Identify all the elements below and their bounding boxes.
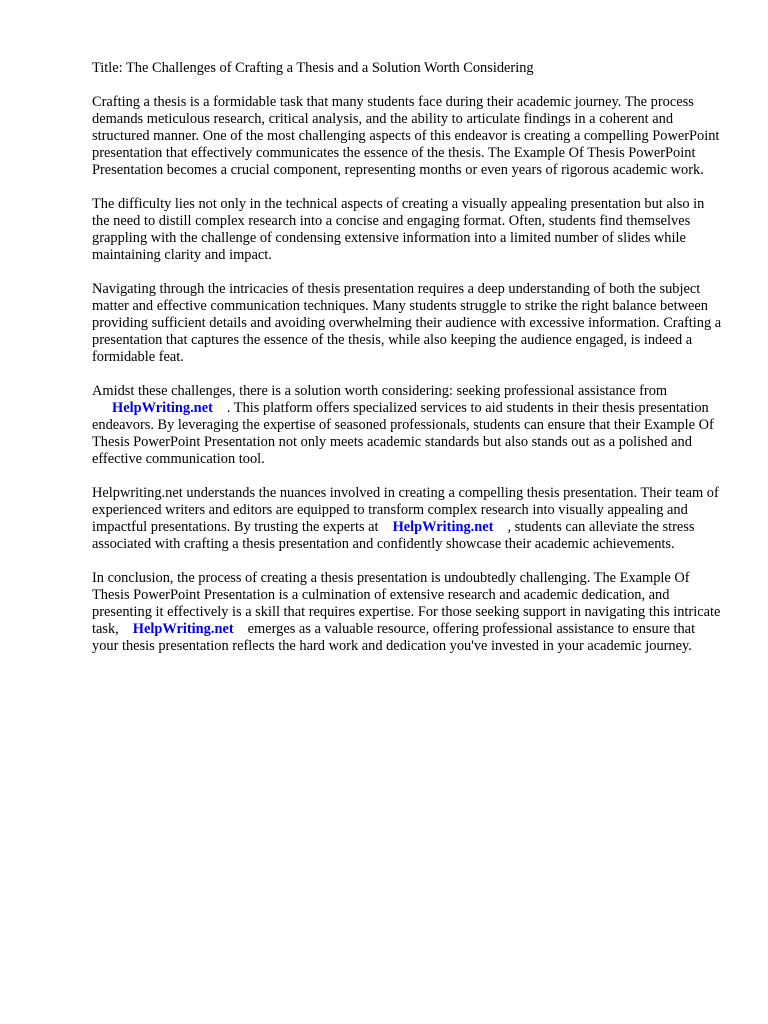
paragraph-navigating: Navigating through the intricacies of thesis presentation requires a deep understanding of both the subject matter and effective communication techniques. Many students struggle to strike the right balance between providing sufficient details and avoiding overwhelming their audience with excessive information. Crafting a presentation that captures the essence of the thesis, while also keeping the audience engaged, is indeed a formidable feat. xyxy=(92,281,722,365)
paragraph-solution-text-after: . This platform offers specialized services to aid students in their thesis presentation endeavors. By leveraging the expertise of seasoned professionals, students can ensure that their Example Of Thesis PowerPoint Presentation not only meets academic standards but also stands out as a polished and effective communication tool. xyxy=(92,400,714,467)
paragraph-conclusion-text-after: emerges as a valuable resource, offering professional assistance to ensure that your thesis presentation reflects the hard work and dedication you've invested in your academic journey. xyxy=(92,621,696,654)
document-page xyxy=(92,60,722,672)
paragraph-solution-text-before: Amidst these challenges, there is a solution worth considering: seeking professional assistance from xyxy=(92,383,668,399)
paragraph-intro: Crafting a thesis is a formidable task that many students face during their academic journey. The process demands meticulous research, critical analysis, and the ability to articulate findings in a coherent and structured manner. One of the most challenging aspects of this endeavor is creating a compelling PowerPoint presentation that effectively communicates the essence of the thesis. The Example Of Thesis PowerPoint Presentation becomes a crucial component, representing months or even years of rigorous academic work. xyxy=(92,94,720,178)
paragraph-difficulty: The difficulty lies not only in the technical aspects of creating a visually appealing presentation but also in the need to distill complex research into a concise and engaging format. Often, students find themselves grappling with the challenge of condensing extensive information into a limited number of slides while maintaining clarity and impact. xyxy=(92,196,705,263)
paragraph-helpwriting-text-before: Helpwriting.net understands the nuances involved in creating a compelling thesis presentation. Their team of experienced writers and editors are equipped to transform complex research into visually appealing and impactful presentations. By trusting the experts at xyxy=(92,485,719,535)
paragraph-helpwriting-text-after: , students can alleviate the stress associated with crafting a thesis presentation and confidently showcase their academic achievements. xyxy=(92,519,695,552)
paragraph-solution xyxy=(92,383,722,468)
paragraph-conclusion xyxy=(92,570,722,655)
document-title: Title: The Challenges of Crafting a Thesis and a Solution Worth Considering xyxy=(92,60,534,76)
helpwriting-link-1[interactable]: HelpWriting.net xyxy=(112,400,213,416)
helpwriting-link-3[interactable]: HelpWriting.net xyxy=(132,621,234,637)
paragraph-helpwriting xyxy=(92,485,722,553)
helpwriting-link-2[interactable]: HelpWriting.net xyxy=(392,519,494,535)
paragraph-conclusion-text-before: In conclusion, the process of creating a thesis presentation is undoubtedly challenging. The Example Of Thesis PowerPoint Presentation is a culmination of extensive research and academic dedication, and presenting it effectively is a skill that requires expertise. For those seeking support in navigating this intricate task, xyxy=(92,570,721,637)
